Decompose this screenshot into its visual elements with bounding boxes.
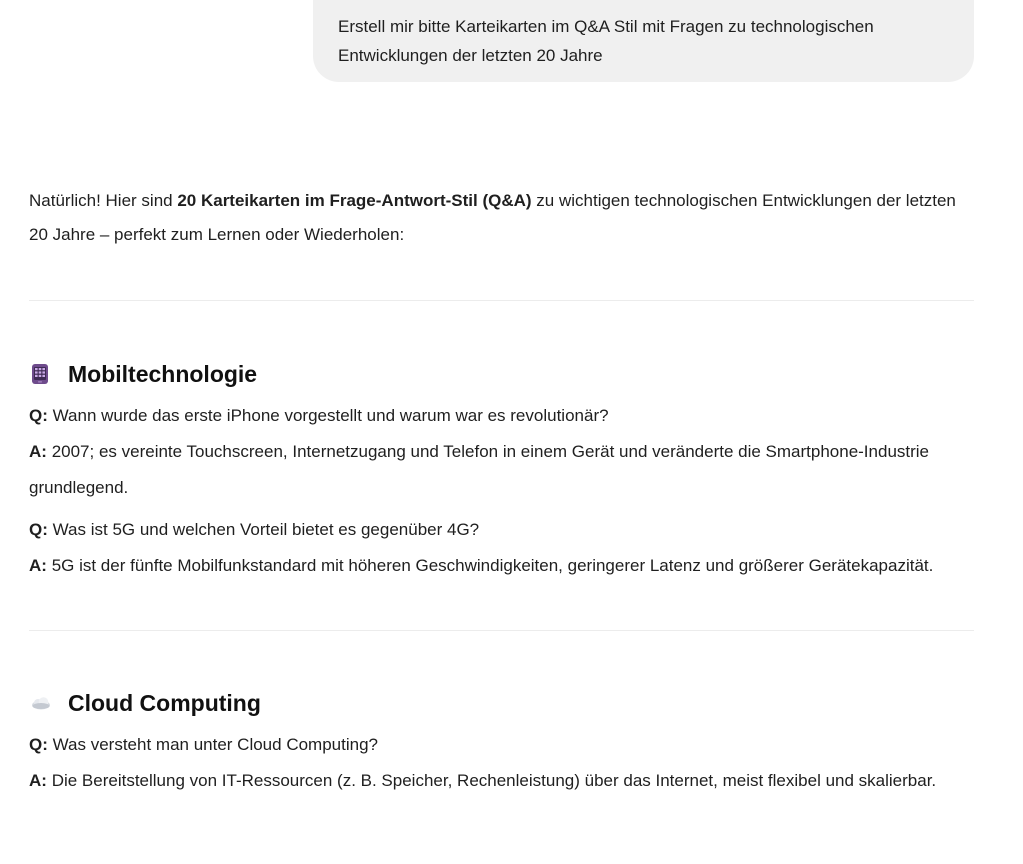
answer-label: A:	[29, 771, 47, 790]
question-text: Was ist 5G und welchen Vorteil bietet es gegenüber 4G?	[52, 520, 480, 539]
mobile-phone-icon	[29, 363, 51, 385]
section-heading-cloud-computing	[29, 683, 974, 723]
flashcard	[29, 512, 974, 584]
assistant-response	[29, 184, 974, 799]
answer-text: 5G ist der fünfte Mobilfunkstandard mit höheren Geschwindigkeiten, geringerer Latenz und größerer Gerätekapazität.	[51, 556, 934, 575]
intro-suffix: zu wichtigen technologischen Entwicklungen der letzten 20 Jahre – perfekt zum Lernen oder Wiederholen:	[29, 191, 956, 244]
answer-label: A:	[29, 442, 47, 461]
flashcard-question	[29, 512, 974, 548]
flashcard-answer	[29, 763, 974, 799]
user-message-text: Erstell mir bitte Karteikarten im Q&A Stil mit Fragen zu technologischen Entwicklungen der letzten 20 Jahre	[338, 17, 874, 65]
user-message-bubble	[313, 0, 974, 82]
intro-paragraph	[29, 184, 974, 252]
question-text: Was versteht man unter Cloud Computing?	[52, 735, 378, 754]
section-heading-mobiltechnologie	[29, 354, 974, 394]
flashcard	[29, 727, 974, 799]
flashcard-question	[29, 727, 974, 763]
answer-label: A:	[29, 556, 47, 575]
cloud-icon	[29, 692, 51, 714]
question-label: Q:	[29, 735, 48, 754]
question-label: Q:	[29, 520, 48, 539]
section-title: Cloud Computing	[68, 689, 261, 716]
answer-text: Die Bereitstellung von IT-Ressourcen (z. B. Speicher, Rechenleistung) über das Internet, meist flexibel und skalierbar.	[51, 771, 937, 790]
answer-text: 2007; es vereinte Touchscreen, Internetzugang und Telefon in einem Gerät und veränderte die Smartphone-Industrie grundlegend.	[29, 442, 930, 497]
flashcard-question	[29, 398, 974, 434]
flashcard-answer	[29, 434, 974, 506]
intro-prefix: Natürlich! Hier sind	[29, 191, 178, 210]
flashcard-answer	[29, 548, 974, 584]
flashcard	[29, 398, 974, 506]
section-title: Mobiltechnologie	[68, 360, 258, 387]
intro-bold: 20 Karteikarten im Frage-Antwort-Stil (Q&A)	[177, 191, 532, 210]
question-text: Wann wurde das erste iPhone vorgestellt und warum war es revolutionär?	[52, 406, 609, 425]
question-label: Q:	[29, 406, 48, 425]
